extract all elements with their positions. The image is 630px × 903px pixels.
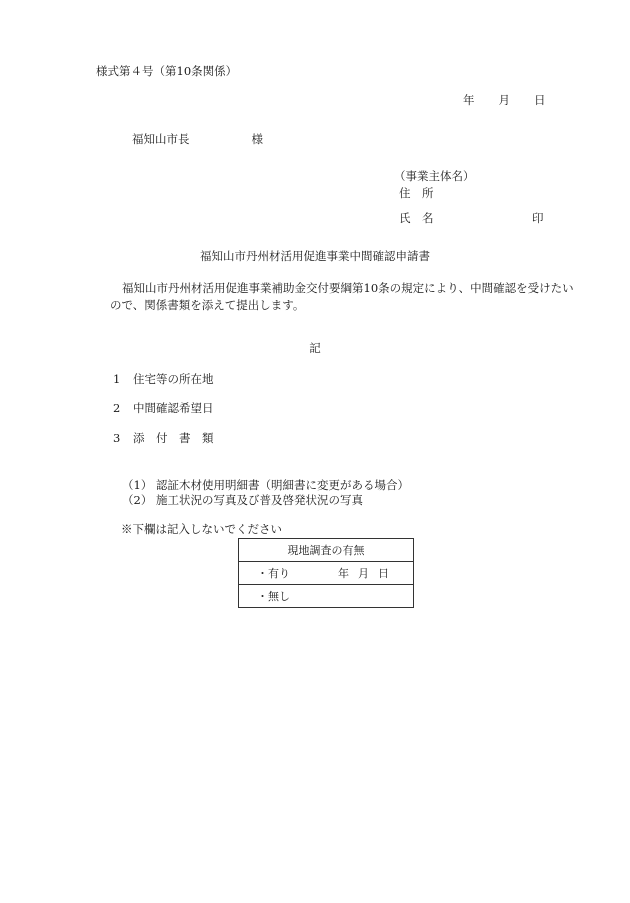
document-title: 福知山市丹州材活用促進事業中間確認申請書 <box>200 249 430 263</box>
survey-header: 現地調査の有無 <box>239 539 414 562</box>
entity-label: （事業主体名） <box>394 169 475 183</box>
attachment-photos <box>122 494 363 508</box>
survey-yes-cell <box>239 562 414 585</box>
ki-heading: 記 <box>309 341 321 355</box>
survey-month: 月 <box>358 567 369 580</box>
attachment-number: （1） <box>122 478 153 492</box>
item-attachments <box>113 432 214 446</box>
survey-yes-row <box>239 562 414 585</box>
date-line <box>463 94 546 108</box>
item-number: 3 <box>113 431 121 445</box>
item-label: 添 付 書 類 <box>133 431 214 445</box>
item-desired-date <box>113 402 214 416</box>
name-label: 氏 名 <box>399 211 434 225</box>
item-number: 1 <box>113 372 121 386</box>
address-label: 住 所 <box>399 186 434 200</box>
attachment-number: （2） <box>122 493 153 507</box>
form-number: 様式第４号（第10条関係） <box>96 64 238 78</box>
survey-header-row <box>239 539 414 562</box>
survey-yes: ・有り <box>257 567 290 580</box>
item-label: 住宅等の所在地 <box>133 372 214 386</box>
note: ※下欄は記入しないでください <box>121 522 282 536</box>
addressee <box>132 133 263 147</box>
seal-mark: 印 <box>532 211 544 225</box>
date-year: 年 <box>463 93 475 107</box>
attachment-wood-statement <box>122 479 409 493</box>
addressee-title: 福知山市長 <box>132 132 190 146</box>
survey-no-row <box>239 585 414 608</box>
survey-table <box>238 538 414 608</box>
attachment-label: 施工状況の写真及び普及啓発状況の写真 <box>156 493 363 507</box>
date-day: 日 <box>534 93 546 107</box>
attachment-label: 認証木材使用明細書（明細書に変更がある場合） <box>156 478 409 492</box>
date-month: 月 <box>498 93 510 107</box>
survey-day: 日 <box>378 567 389 580</box>
body-text: 福知山市丹州材活用促進事業補助金交付要綱第10条の規定により、中間確認を受けたいので、関係書類を添えて提出します。 <box>110 281 574 313</box>
item-location <box>113 373 214 387</box>
survey-no: ・無し <box>239 585 414 608</box>
addressee-honorific: 様 <box>251 132 263 146</box>
survey-year: 年 <box>338 567 349 580</box>
item-label: 中間確認希望日 <box>133 401 214 415</box>
item-number: 2 <box>113 401 121 415</box>
